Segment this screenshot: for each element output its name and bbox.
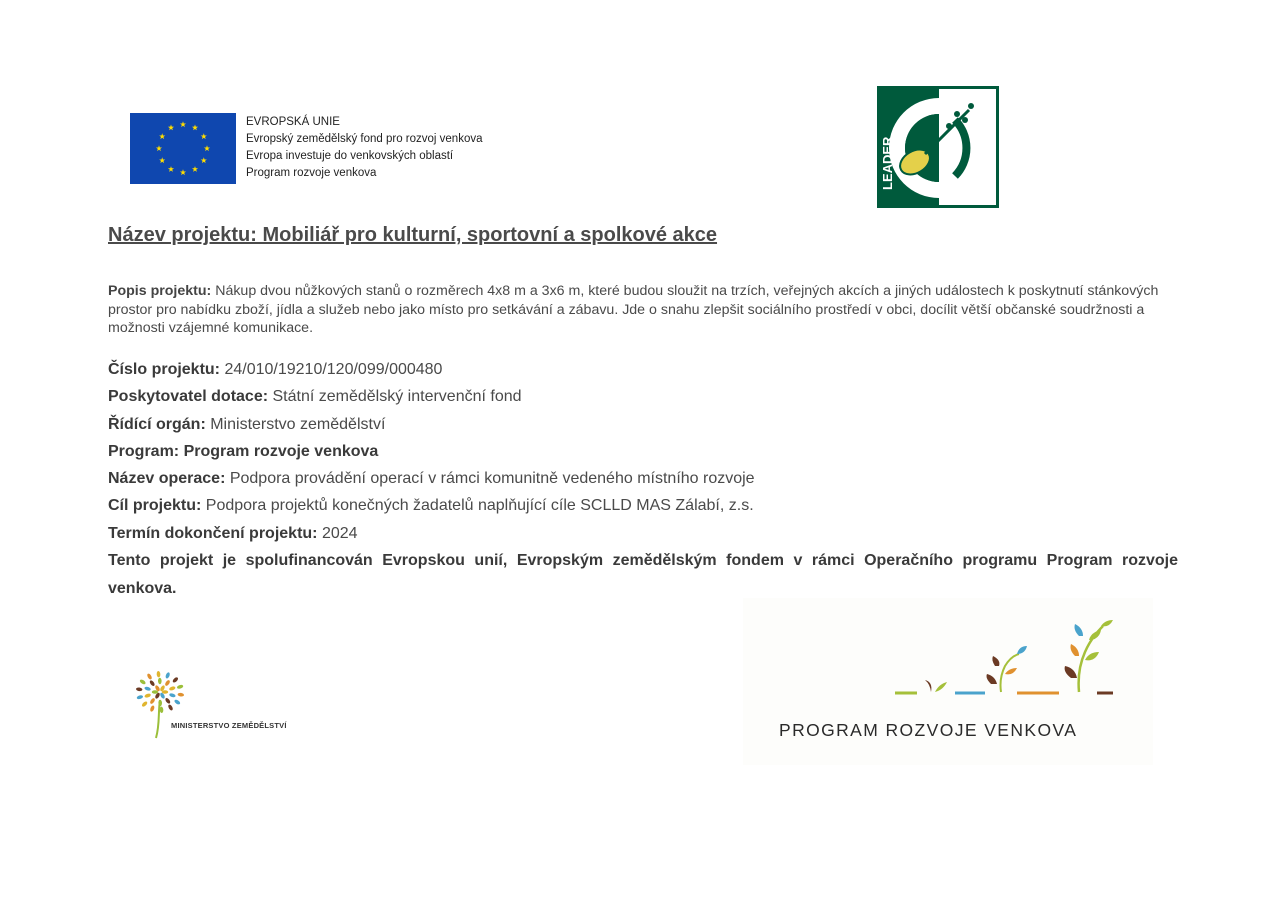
leaf-icon xyxy=(149,697,156,704)
leaf-icon xyxy=(141,701,148,708)
ministry-caption: MINISTERSTVO ZEMĚDĚLSTVÍ xyxy=(171,721,287,730)
field-label: Název operace: xyxy=(108,470,226,488)
project-title: Název projektu: Mobiliář pro kulturní, sportovní a spolkové akce xyxy=(108,224,718,246)
project-description xyxy=(108,282,1178,338)
leaf-icon xyxy=(169,686,176,691)
prv-sprouts-icon xyxy=(893,618,1123,698)
leaf-icon xyxy=(144,693,151,698)
leaf-icon xyxy=(167,704,173,711)
leaf-icon xyxy=(169,693,176,698)
leaf-icon xyxy=(164,697,171,704)
field-value: Podpora projektů konečných žadatelů naplňující cíle SCLLD MAS Zálabí, z.s. xyxy=(201,497,754,515)
field-label: Řídící orgán: xyxy=(108,415,206,433)
field-value: Ministerstvo zemědělství xyxy=(205,415,386,433)
leaf-icon xyxy=(177,692,184,697)
field-completion xyxy=(108,520,1178,547)
leaf-icon xyxy=(156,671,160,678)
leaf-icon xyxy=(172,676,179,683)
field-value: 2024 xyxy=(317,524,358,542)
cofinancing-statement: Tento projekt je spolufinancován Evropskou unií, Evropským zemědělským fondem v rámci Operačního programu Program rozvoje venkova. xyxy=(108,552,1178,598)
leaf-icon xyxy=(177,684,184,689)
eu-line-3: Evropa investuje do venkovských oblastí xyxy=(246,150,454,162)
leaf-icon xyxy=(165,672,171,679)
field-project-number xyxy=(108,356,1178,383)
leaf-icon xyxy=(146,673,152,680)
leaf-icon xyxy=(139,679,146,686)
field-managing-body xyxy=(108,411,1178,438)
prv-caption: PROGRAM ROZVOJE VENKOVA xyxy=(779,720,1078,740)
leaf-icon xyxy=(149,680,156,687)
leaf-icon xyxy=(149,705,155,712)
eu-logo-block xyxy=(130,113,483,184)
eu-line-1: EVROPSKÁ UNIE xyxy=(246,116,340,128)
description-label: Popis projektu: xyxy=(108,283,212,299)
field-operation xyxy=(108,465,1178,492)
project-fields xyxy=(108,356,1178,603)
leaf-icon xyxy=(162,690,168,694)
leaf-icon xyxy=(144,686,151,691)
leaf-icon xyxy=(136,687,143,692)
field-value: Podpora provádění operací v rámci komunitně vedeného místního rozvoje xyxy=(225,470,755,488)
field-label: Termín dokončení projektu: xyxy=(108,524,318,542)
field-goal xyxy=(108,492,1178,519)
description-text: Nákup dvou nůžkových stanů o rozměrech 4x8 m a 3x6 m, které budou sloužit na trzích, veřejných akcích a jiných událostech k poskytnutí stánkových prostor pro nabídku zboží, jídla a služeb nebo jako místo pro setkávání a zábavu. Jde o snahu zlepšit sociálního prostředí v obci, docílit větší občanské soudržnosti a možnosti vzájemné komunikace. xyxy=(108,283,1159,336)
leader-label: LEADER xyxy=(880,136,895,190)
leader-logo-icon xyxy=(877,86,999,208)
prv-logo-block xyxy=(743,598,1153,765)
leaf-icon xyxy=(174,699,181,706)
field-provider xyxy=(108,383,1178,410)
field-program xyxy=(108,438,1178,465)
field-value: Státní zemědělský intervenční fond xyxy=(268,388,522,406)
leaf-icon xyxy=(158,678,162,684)
field-label: Číslo projektu: xyxy=(108,361,221,378)
ministry-tree-icon xyxy=(132,662,312,742)
leaf-icon xyxy=(164,679,171,686)
eu-flag-icon xyxy=(130,113,236,184)
field-label: Cíl projektu: xyxy=(108,497,202,515)
eu-text xyxy=(246,114,483,182)
field-label: Poskytovatel dotace: xyxy=(108,388,269,406)
leaf-icon xyxy=(152,690,158,694)
leaf-icon xyxy=(136,695,143,700)
field-label: Program: Program rozvoje venkova xyxy=(108,442,379,460)
eu-line-4: Program rozvoje venkova xyxy=(246,167,377,179)
eu-line-2: Evropský zemědělský fond pro rozvoj venkova xyxy=(246,133,483,145)
field-value: 24/010/19210/120/099/000480 xyxy=(220,361,443,378)
